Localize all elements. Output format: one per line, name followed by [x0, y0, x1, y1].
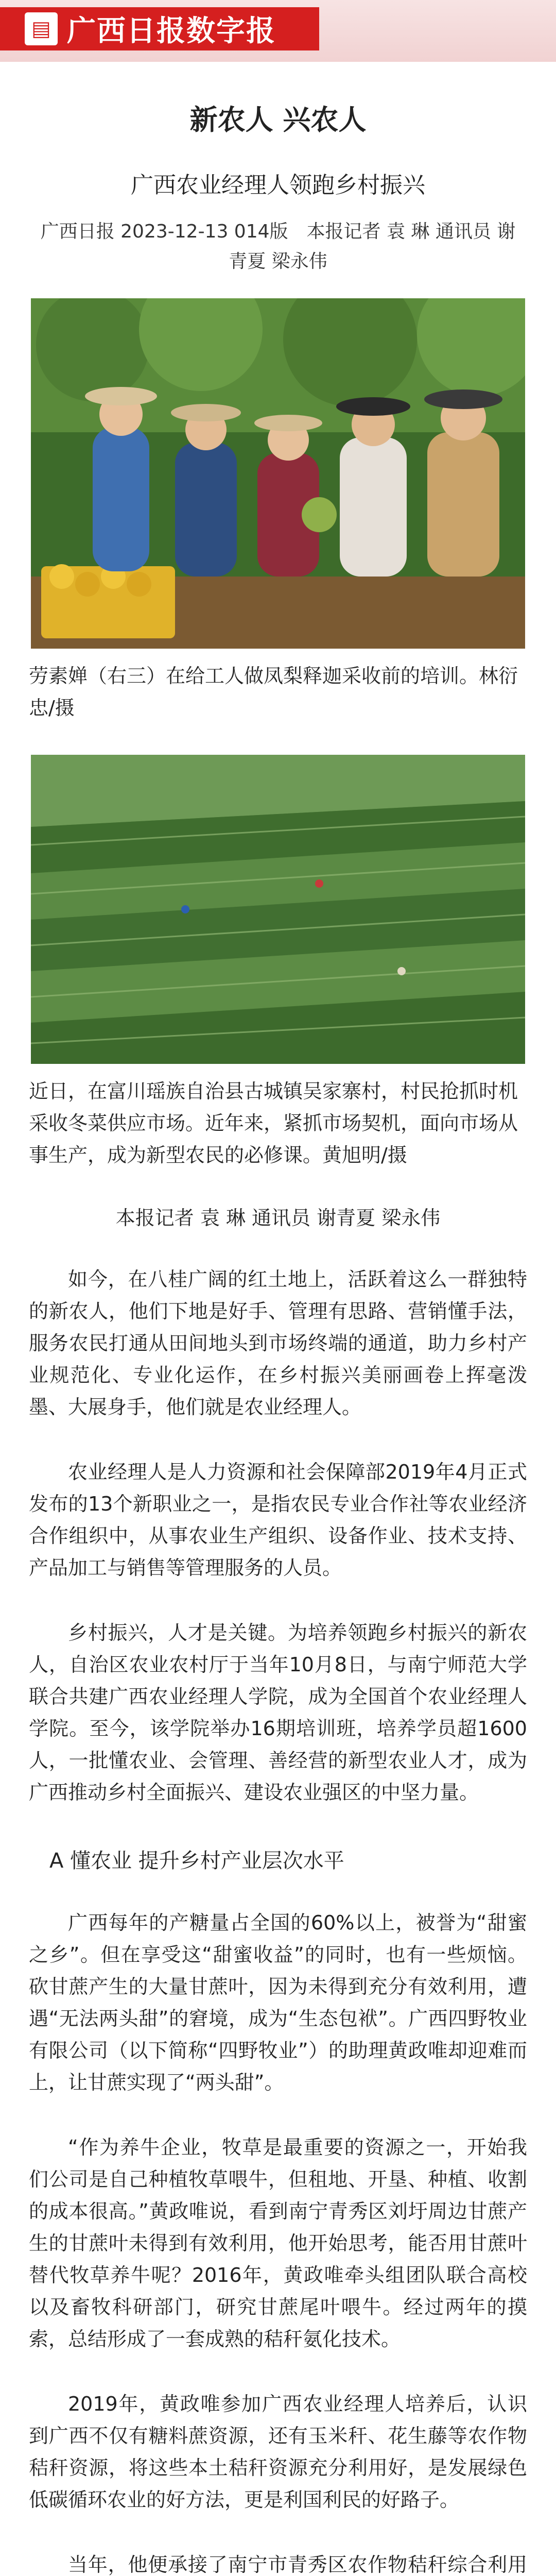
paragraph: “作为养牛企业，牧草是最重要的资源之一，开始我们公司是自己种植牧草喂牛，但租地、开垦、种植、收割的成本很高。”黄政唯说，看到南宁青秀区刘圩周边甘蔗产生的甘蔗叶未得到有效利用，他开始思考，能否用甘蔗叶替代牧草养牛呢？2016年，黄政唯牵头组团队联合高校以及畜牧科研部门，研究甘蔗尾叶喂牛。经过两年的摸索，总结形成了一套成熟的秸秆氨化技术。	[29, 2136, 527, 2350]
photo-fruit-training	[31, 298, 525, 649]
photo-fruit-training-image	[31, 298, 525, 649]
app-name: 广西日报数字报	[67, 14, 276, 48]
paragraph: 2019年，黄政唯参加广西农业经理人培养后，认识到广西不仅有糖料蔗资源，还有玉米秆、花生藤等农作物秸秆资源，将这些本土秸秆资源充分利用好，是发展绿色低碳循环农业的好方法，更是利国利民的好路子。	[29, 2393, 527, 2511]
paragraph: 乡村振兴，人才是关键。为培养领跑乡村振兴的新农人，自治区农业农村厅于当年10月8日，与南宁师范大学联合共建广西农业经理人学院，成为全国首个农业经理人学院。至今，该学院举办16期培训班，培养学员超1600人，一批懂农业、会管理、善经营的新型农业人才，成为广西推动乡村全面振兴、建设农业强区的中坚力量。	[29, 1621, 527, 1804]
app-brand[interactable]	[0, 7, 319, 50]
paragraph: 农业经理人是人力资源和社会保障部2019年4月正式发布的13个新职业之一，是指农民专业合作社等农业经济合作组织中，从事农业生产组织、设备作业、技术支持、产品加工与销售等管理服务的人员。	[29, 1461, 527, 1579]
article-subtitle: 广西农业经理人领跑乡村振兴	[131, 172, 425, 198]
section-heading: A 懂农业 提升乡村产业层次水平	[49, 1849, 344, 1873]
newspaper-icon: ▤	[25, 12, 58, 45]
photo-caption: 近日，在富川瑶族自治县古城镇吴家寨村，村民抢抓时机采收冬菜供应市场。近年来，紧抓市场契机，面向市场从事生产，成为新型农民的必修课。黄旭明/摄	[29, 1080, 518, 1166]
paragraph: 广西每年的产糖量占全国的60%以上，被誉为“甜蜜之乡”。但在享受这“甜蜜收益”的同时，也有一些烦恼。砍甘蔗产生的大量甘蔗叶，因为未得到充分有效利用，遭遇“无法两头甜”的窘境，成为“生态包袱”。广西四野牧业有限公司（以下简称“四野牧业”）的助理黄政唯却迎难而上，让甘蔗实现了“两头甜”。	[29, 1911, 527, 2094]
article-title: 新农人 兴农人	[189, 104, 367, 136]
article-meta: 广西日报 2023-12-13 014版 本报记者 袁 琳 通讯员 谢青夏 梁永伟	[40, 221, 516, 272]
photo-vegetable-fields-image	[31, 755, 525, 1064]
photo-vegetable-fields	[31, 755, 525, 1064]
paragraph: 如今，在八桂广阔的红土地上，活跃着这么一群独特的新农人，他们下地是好手、管理有思路、营销懂手法，服务农民打通从田间地头到市场终端的通道，助力乡村产业规范化、专业化运作，在乡村振兴美丽画卷上挥毫泼墨、大展身手，他们就是农业经理人。	[29, 1268, 527, 1418]
top-banner	[0, 0, 556, 62]
photo-caption: 劳素婵（右三）在给工人做凤梨释迦采收前的培训。林衍忠/摄	[29, 665, 518, 719]
article-byline: 本报记者 袁 琳 通讯员 谢青夏 梁永伟	[115, 1207, 441, 1229]
paragraph: 当年，他便承接了南宁市青秀区农作物秸秆综合利用	[68, 2553, 527, 2576]
